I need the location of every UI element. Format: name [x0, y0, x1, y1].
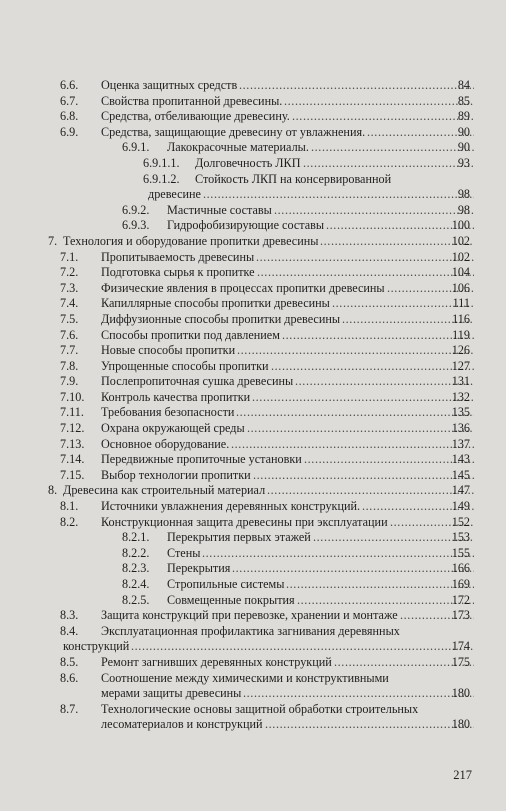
toc-entry — [0, 296, 506, 312]
toc-entry — [0, 234, 506, 250]
toc-entry — [0, 312, 506, 328]
toc-entry-page: 84 — [457, 78, 470, 92]
toc-entry-title: Послепропиточная сушка древесины — [101, 374, 294, 389]
toc-entry-page: 127 — [451, 358, 470, 373]
toc-dot-leader — [284, 94, 474, 110]
toc-entry-title: мерами защиты древесины — [101, 686, 242, 701]
toc-entry-page: 126 — [451, 343, 470, 358]
toc-entry-number: 7.6. — [60, 327, 79, 342]
toc-entry-title: Подготовка сырья к пропитке — [101, 265, 255, 280]
toc-entry-page: 143 — [451, 452, 470, 467]
toc-entry — [0, 483, 506, 499]
toc-entry-title: Диффузионные способы пропитки древесины — [101, 311, 341, 326]
toc-entry-title: Стены — [167, 545, 201, 560]
toc-entry-page: 137 — [451, 436, 470, 451]
toc-entry-number: 6.9. — [60, 124, 79, 139]
toc-entry — [0, 328, 506, 344]
toc-entry-title: Источники увлажнения деревянных конструкций. — [101, 499, 361, 514]
toc-dot-leader — [297, 593, 474, 609]
toc-dot-leader — [231, 437, 474, 453]
toc-entry-number: 8. — [48, 483, 58, 498]
toc-dot-leader — [303, 156, 474, 172]
toc-entry-page: 90 — [457, 124, 470, 139]
toc-entry-number: 6.8. — [60, 109, 79, 124]
toc-entry-title: Перекрытия первых этажей — [167, 530, 311, 545]
toc-entry — [0, 655, 506, 671]
toc-entry-title: Стропильные системы — [167, 577, 285, 591]
toc-entry-title: Передвижные пропиточные установки — [101, 452, 302, 467]
toc-entry-number: 7. — [48, 233, 58, 248]
toc-entry-page: 147 — [451, 483, 470, 498]
toc-entry-number: 7.3. — [60, 280, 79, 295]
toc-entry-title: Оценка защитных средств — [101, 78, 238, 92]
toc-entry-title: Древесина как строительный материал — [63, 483, 266, 498]
toc-dot-leader — [292, 109, 474, 125]
toc-entry-number: 6.9.1.2. — [143, 171, 180, 186]
toc-entry — [0, 608, 506, 624]
toc-entry-title: лесоматериалов и конструкций — [101, 717, 263, 732]
toc-entry-number: 7.10. — [60, 389, 85, 404]
toc-entry — [0, 639, 506, 655]
toc-entry-page: 102 — [451, 249, 470, 264]
toc-dot-leader — [253, 468, 474, 484]
toc-dot-leader — [267, 483, 474, 499]
toc-entry — [0, 499, 506, 515]
toc-entry-page: 93 — [457, 155, 470, 170]
toc-entry — [0, 577, 506, 593]
toc-entry-page: 145 — [451, 467, 470, 482]
toc-entry-number: 7.7. — [60, 343, 79, 358]
toc-entry-title: Гидрофобизирующие составы — [167, 218, 325, 233]
toc-entry-title: конструкций — [63, 639, 130, 654]
toc-entry — [0, 452, 506, 468]
toc-entry — [0, 390, 506, 406]
toc-entry-number: 8.3. — [60, 608, 79, 623]
toc-entry-title: Способы пропитки под давлением — [101, 327, 280, 342]
toc-entry-number: 6.9.3. — [122, 218, 150, 233]
toc-entry-title: Совмещенные покрытия — [167, 592, 295, 607]
toc-entry — [0, 561, 506, 577]
toc-entry — [0, 686, 506, 702]
toc-dot-leader — [311, 140, 474, 156]
toc-entry-page: 180 — [451, 686, 470, 701]
toc-dot-leader — [265, 717, 474, 733]
toc-dot-leader — [257, 265, 474, 281]
toc-entry-number: 8.5. — [60, 654, 79, 669]
toc-entry — [0, 78, 506, 94]
toc-entry — [0, 593, 506, 609]
toc-entry-page: 89 — [457, 109, 470, 124]
toc-entry-page: 119 — [452, 327, 470, 342]
toc-entry-title: Мастичные составы — [167, 202, 272, 217]
toc-entry-title: Физические явления в процессах пропитки древесины — [101, 280, 385, 295]
toc-entry-page: 85 — [457, 93, 470, 108]
toc-entry-page: 104 — [451, 265, 470, 280]
toc-entry-title: Технологические основы защитной обработки строительных — [101, 701, 419, 716]
toc-dot-leader — [236, 405, 474, 421]
toc-entry-title: Защита конструкций при перевозке, хранении и монтаже — [101, 608, 398, 623]
toc-dot-leader — [203, 187, 474, 203]
toc-entry-page: 153 — [451, 530, 470, 545]
toc-dot-leader — [304, 452, 474, 468]
toc-entry-title: Пропитываемость древесины — [101, 249, 255, 264]
toc-entry-page: 102 — [451, 233, 470, 248]
toc-entry-page: 169 — [451, 577, 470, 591]
toc-entry-number: 8.2.2. — [122, 545, 150, 560]
toc-dot-leader — [239, 78, 474, 94]
toc-entry-title: Перекрытия — [167, 561, 231, 576]
toc-entry-page: 175 — [451, 654, 470, 669]
toc-entry-number: 7.15. — [60, 467, 85, 482]
toc-entry — [0, 187, 506, 203]
toc-entry-number: 6.7. — [60, 93, 79, 108]
toc-entry-number: 8.6. — [60, 670, 79, 685]
toc-entry-title: Долговечность ЛКП — [195, 155, 301, 170]
toc-dot-leader — [313, 530, 474, 546]
toc-entry — [0, 421, 506, 437]
toc-entry-number: 7.11. — [60, 405, 84, 420]
toc-entry — [0, 515, 506, 531]
toc-entry-number: 8.4. — [60, 623, 79, 638]
toc-entry-page: 149 — [451, 499, 470, 514]
toc-entry-page: 106 — [451, 280, 470, 295]
toc-dot-leader — [295, 374, 474, 390]
toc-entry-page: 166 — [451, 561, 470, 576]
page-number: 217 — [453, 768, 472, 782]
toc-entry-page: 90 — [457, 140, 470, 155]
toc-entry — [0, 359, 506, 375]
toc-entry-title: Основное оборудование. — [101, 436, 230, 451]
toc-entry-number: 7.13. — [60, 436, 85, 451]
toc-entry-title: Контроль качества пропитки — [101, 389, 251, 404]
toc-dot-leader — [286, 577, 474, 593]
toc-entry-page: 173 — [451, 608, 470, 623]
toc-entry-number: 7.4. — [60, 296, 79, 311]
toc-entry-title: Средства, отбеливающие древесину. — [101, 109, 290, 124]
toc-entry — [0, 530, 506, 546]
toc-entry — [0, 250, 506, 266]
toc-entry-number: 8.2. — [60, 514, 79, 529]
toc-entry — [0, 125, 506, 141]
toc-entry — [0, 203, 506, 219]
toc-dot-leader — [271, 359, 474, 375]
toc-entry-number: 7.12. — [60, 421, 85, 436]
toc-entry-title: Свойства пропитанной древесины. — [101, 93, 283, 108]
toc-entry-title: Требования безопасности — [101, 405, 235, 420]
toc-entry-title: Новые способы пропитки — [101, 343, 236, 358]
toc-entry-page: 172 — [451, 592, 470, 607]
toc-entry-number: 8.7. — [60, 701, 79, 716]
toc-entry-title: древесине — [148, 187, 201, 202]
toc-entry-number: 6.9.1. — [122, 140, 150, 155]
toc-entry-page: 155 — [451, 545, 470, 560]
toc-entry-page: 132 — [451, 389, 470, 404]
toc-entry — [0, 717, 506, 733]
toc-entry-page: 136 — [451, 421, 470, 436]
toc-entry — [0, 343, 506, 359]
toc-dot-leader — [282, 328, 474, 344]
toc-dot-leader — [131, 639, 474, 655]
toc-entry-number: 8.1. — [60, 499, 79, 514]
toc-dot-leader — [274, 203, 474, 219]
toc-entry-page: 111 — [452, 296, 470, 311]
toc-entry-number: 8.2.3. — [122, 561, 150, 576]
table-of-contents — [0, 78, 506, 733]
toc-entry-number: 7.2. — [60, 265, 79, 280]
toc-entry-title: Капиллярные способы пропитки древесины — [101, 296, 330, 311]
toc-entry — [0, 468, 506, 484]
toc-entry — [0, 218, 506, 234]
toc-dot-leader — [256, 250, 474, 266]
toc-entry-title: Технология и оборудование пропитки древесины — [63, 233, 319, 248]
toc-entry-title: Охрана окружающей среды — [101, 421, 245, 436]
toc-entry — [0, 156, 506, 172]
toc-entry-title: Ремонт загнивших деревянных конструкций — [101, 654, 332, 669]
toc-entry — [0, 140, 506, 156]
toc-entry-page: 174 — [451, 639, 470, 654]
toc-entry-number: 6.6. — [60, 78, 79, 92]
toc-entry-page: 98 — [457, 187, 470, 202]
toc-entry — [0, 437, 506, 453]
toc-entry-page: 116 — [452, 311, 470, 326]
toc-entry — [0, 109, 506, 125]
toc-entry-number: 7.1. — [60, 249, 79, 264]
toc-entry-number: 8.2.4. — [122, 577, 150, 591]
toc-entry-title: Стойкость ЛКП на консервированной — [195, 171, 392, 186]
toc-entry-number: 8.2.5. — [122, 592, 150, 607]
toc-dot-leader — [202, 546, 474, 562]
toc-entry-page: 98 — [457, 202, 470, 217]
toc-entry-page: 152 — [451, 514, 470, 529]
toc-entry — [0, 374, 506, 390]
toc-entry-number: 7.8. — [60, 358, 79, 373]
toc-entry-title: Упрощенные способы пропитки — [101, 358, 269, 373]
toc-entry — [0, 546, 506, 562]
toc-dot-leader — [252, 390, 474, 406]
toc-dot-leader — [237, 343, 474, 359]
toc-entry-page: 135 — [451, 405, 470, 420]
toc-entry — [0, 265, 506, 281]
toc-entry-title: Конструкционная защита древесины при эксплуатации — [101, 514, 388, 529]
toc-entry-title: Эксплуатационная профилактика загнивания деревянных — [101, 623, 400, 638]
toc-entry — [0, 172, 506, 188]
toc-entry-number: 7.14. — [60, 452, 85, 467]
toc-entry — [0, 281, 506, 297]
toc-entry-title: Соотношение между химическими и конструктивными — [101, 670, 389, 685]
toc-entry — [0, 624, 506, 640]
toc-entry — [0, 94, 506, 110]
toc-entry-number: 7.5. — [60, 311, 79, 326]
toc-entry-title: Лакокрасочные материалы. — [167, 140, 309, 155]
toc-dot-leader — [243, 686, 474, 702]
toc-entry — [0, 671, 506, 687]
toc-entry-number: 7.9. — [60, 374, 79, 389]
toc-entry-number: 6.9.2. — [122, 202, 150, 217]
toc-entry — [0, 405, 506, 421]
toc-entry-number: 8.2.1. — [122, 530, 150, 545]
toc-entry-title: Средства, защищающие древесину от увлажнения. — [101, 124, 366, 139]
toc-entry-page: 100 — [451, 218, 470, 233]
toc-entry-number: 6.9.1.1. — [143, 155, 180, 170]
toc-entry-title: Выбор технологии пропитки — [101, 467, 251, 482]
toc-entry-page: 180 — [451, 717, 470, 732]
toc-dot-leader — [232, 561, 474, 577]
toc-entry — [0, 702, 506, 718]
toc-dot-leader — [247, 421, 474, 437]
toc-entry-page: 131 — [451, 374, 470, 389]
